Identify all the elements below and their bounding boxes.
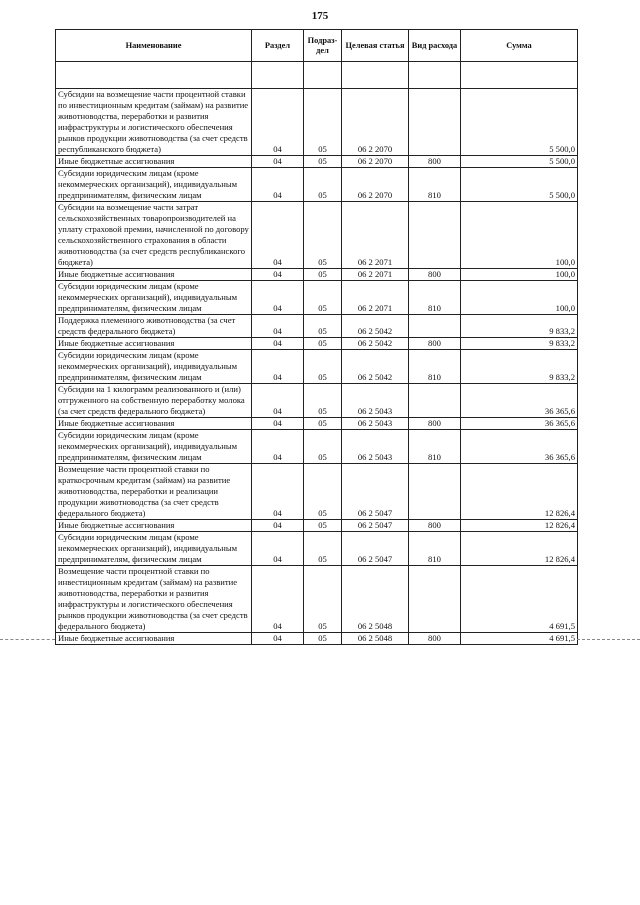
cell-statya: 06 2 5043 bbox=[342, 384, 409, 418]
cell-statya: 06 2 5043 bbox=[342, 430, 409, 464]
table-row bbox=[56, 418, 578, 430]
table-row bbox=[56, 338, 578, 350]
cell-razdel: 04 bbox=[252, 418, 304, 430]
cell-razdel: 04 bbox=[252, 202, 304, 269]
cell-summa: 100,0 bbox=[461, 269, 578, 281]
cell-name: Иные бюджетные ассигнования bbox=[56, 156, 252, 168]
cell-statya: 06 2 2071 bbox=[342, 269, 409, 281]
cell-statya: 06 2 5043 bbox=[342, 418, 409, 430]
cell-vid: 800 bbox=[409, 156, 461, 168]
cell-vid: 810 bbox=[409, 281, 461, 315]
cell-name: Иные бюджетные ассигнования bbox=[56, 418, 252, 430]
cell-summa: 9 833,2 bbox=[461, 338, 578, 350]
cell-vid bbox=[409, 315, 461, 338]
cell-summa: 36 365,6 bbox=[461, 430, 578, 464]
cell-podrazdel: 05 bbox=[304, 156, 342, 168]
cell-name: Субсидии юридическим лицам (кроме некоммерческих организаций), индивидуальным предпринимателям, физическим лицам bbox=[56, 350, 252, 384]
cell-podrazdel: 05 bbox=[304, 384, 342, 418]
cell-podrazdel: 05 bbox=[304, 338, 342, 350]
cell-podrazdel: 05 bbox=[304, 418, 342, 430]
table-row bbox=[56, 281, 578, 315]
cell-podrazdel: 05 bbox=[304, 315, 342, 338]
cell-statya: 06 2 5048 bbox=[342, 566, 409, 633]
cell-statya: 06 2 2071 bbox=[342, 202, 409, 269]
table-row bbox=[56, 430, 578, 464]
cell-podrazdel: 05 bbox=[304, 464, 342, 520]
cell-name: Субсидии юридическим лицам (кроме некоммерческих организаций), индивидуальным предпринимателям, физическим лицам bbox=[56, 532, 252, 566]
table-row bbox=[56, 532, 578, 566]
table-row bbox=[56, 269, 578, 281]
cell-podrazdel: 05 bbox=[304, 269, 342, 281]
table-row bbox=[56, 464, 578, 520]
table-row bbox=[56, 384, 578, 418]
cell-statya: 06 2 5047 bbox=[342, 520, 409, 532]
cell-razdel: 04 bbox=[252, 315, 304, 338]
cell-summa: 9 833,2 bbox=[461, 315, 578, 338]
cell-name: Иные бюджетные ассигнования bbox=[56, 520, 252, 532]
cell-razdel: 04 bbox=[252, 520, 304, 532]
cell-summa: 100,0 bbox=[461, 281, 578, 315]
table-row bbox=[56, 633, 578, 645]
cell-statya: 06 2 2070 bbox=[342, 156, 409, 168]
table-row bbox=[56, 156, 578, 168]
cell-statya: 06 2 2071 bbox=[342, 281, 409, 315]
page-number: 175 bbox=[311, 10, 329, 22]
cell-razdel: 04 bbox=[252, 281, 304, 315]
cell-razdel: 04 bbox=[252, 384, 304, 418]
cell-name: Иные бюджетные ассигнования bbox=[56, 269, 252, 281]
cell-vid: 810 bbox=[409, 532, 461, 566]
page-cut-line bbox=[0, 639, 55, 640]
page-cut-line bbox=[577, 639, 640, 640]
cell-summa: 4 691,5 bbox=[461, 633, 578, 645]
cell-name: Субсидии юридическим лицам (кроме некоммерческих организаций), индивидуальным предпринимателям, физическим лицам bbox=[56, 281, 252, 315]
cell-name: Субсидии на возмещение части процентной ставки по инвестиционным кредитам (займам) на развитие животноводства, переработки и развития инфраструктуры и логистического обеспечения рынков продукции животноводства (за счет средств республиканского бюджета) bbox=[56, 89, 252, 156]
cell-summa: 9 833,2 bbox=[461, 350, 578, 384]
cell-podrazdel: 05 bbox=[304, 202, 342, 269]
cell-vid bbox=[409, 384, 461, 418]
cell-vid bbox=[409, 464, 461, 520]
cell-summa: 12 826,4 bbox=[461, 532, 578, 566]
cell-name: Иные бюджетные ассигнования bbox=[56, 338, 252, 350]
table-row bbox=[56, 566, 578, 633]
cell-podrazdel: 05 bbox=[304, 281, 342, 315]
cell-vid: 800 bbox=[409, 338, 461, 350]
cell-name: Поддержка племенного животноводства (за счет средств федерального бюджета) bbox=[56, 315, 252, 338]
table-spacer-row bbox=[56, 62, 578, 89]
cell-summa: 4 691,5 bbox=[461, 566, 578, 633]
cell-vid: 800 bbox=[409, 418, 461, 430]
cell-podrazdel: 05 bbox=[304, 566, 342, 633]
cell-podrazdel: 05 bbox=[304, 633, 342, 645]
cell-name: Субсидии на возмещение части затрат сельскохозяйственных товаропроизводителей на уплату страховой премии, начисленной по договору сельскохозяйственного страхования в области животноводства (за счет средств республиканского бюджета) bbox=[56, 202, 252, 269]
cell-podrazdel: 05 bbox=[304, 89, 342, 156]
cell-summa: 5 500,0 bbox=[461, 168, 578, 202]
cell-summa: 36 365,6 bbox=[461, 418, 578, 430]
cell-razdel: 04 bbox=[252, 430, 304, 464]
table-row bbox=[56, 315, 578, 338]
cell-statya: 06 2 5042 bbox=[342, 338, 409, 350]
cell-razdel: 04 bbox=[252, 89, 304, 156]
cell-vid: 800 bbox=[409, 520, 461, 532]
cell-statya: 06 2 5048 bbox=[342, 633, 409, 645]
cell-name: Иные бюджетные ассигнования bbox=[56, 633, 252, 645]
cell-vid: 810 bbox=[409, 430, 461, 464]
cell-razdel: 04 bbox=[252, 269, 304, 281]
table-header-row bbox=[56, 30, 578, 62]
cell-razdel: 04 bbox=[252, 532, 304, 566]
header-name: Наименование bbox=[56, 30, 252, 62]
cell-statya: 06 2 5042 bbox=[342, 350, 409, 384]
cell-razdel: 04 bbox=[252, 633, 304, 645]
cell-name: Субсидии юридическим лицам (кроме некоммерческих организаций), индивидуальным предпринимателям, физическим лицам bbox=[56, 430, 252, 464]
cell-summa: 36 365,6 bbox=[461, 384, 578, 418]
cell-vid bbox=[409, 566, 461, 633]
cell-podrazdel: 05 bbox=[304, 532, 342, 566]
cell-summa: 100,0 bbox=[461, 202, 578, 269]
cell-vid bbox=[409, 89, 461, 156]
table-row bbox=[56, 350, 578, 384]
header-statya: Целевая статья bbox=[342, 30, 409, 62]
cell-razdel: 04 bbox=[252, 464, 304, 520]
cell-vid: 810 bbox=[409, 350, 461, 384]
cell-vid: 810 bbox=[409, 168, 461, 202]
cell-razdel: 04 bbox=[252, 168, 304, 202]
cell-podrazdel: 05 bbox=[304, 430, 342, 464]
cell-name: Возмещение части процентной ставки по инвестиционным кредитам (займам) на развитие животноводства, переработки и развития инфраструктуры и логистического обеспечения рынков продукции животноводства (за счет средств федерального бюджета) bbox=[56, 566, 252, 633]
cell-statya: 06 2 5042 bbox=[342, 315, 409, 338]
cell-name: Возмещение части процентной ставки по краткосрочным кредитам (займам) на развитие животноводства, переработки и реализации продукции животноводства (за счет средств федерального бюджета) bbox=[56, 464, 252, 520]
table-row bbox=[56, 89, 578, 156]
cell-podrazdel: 05 bbox=[304, 350, 342, 384]
header-vid: Вид расхода bbox=[409, 30, 461, 62]
cell-summa: 5 500,0 bbox=[461, 156, 578, 168]
cell-vid: 800 bbox=[409, 633, 461, 645]
cell-razdel: 04 bbox=[252, 566, 304, 633]
cell-statya: 06 2 5047 bbox=[342, 532, 409, 566]
cell-summa: 12 826,4 bbox=[461, 464, 578, 520]
cell-razdel: 04 bbox=[252, 338, 304, 350]
table-row bbox=[56, 168, 578, 202]
budget-table bbox=[55, 29, 578, 645]
cell-name: Субсидии на 1 килограмм реализованного и (или) отгруженного на собственную переработку молока (за счет средств федерального бюджета) bbox=[56, 384, 252, 418]
cell-podrazdel: 05 bbox=[304, 168, 342, 202]
cell-summa: 12 826,4 bbox=[461, 520, 578, 532]
table-body bbox=[56, 62, 578, 645]
cell-podrazdel: 05 bbox=[304, 520, 342, 532]
cell-summa: 5 500,0 bbox=[461, 89, 578, 156]
header-podrazdel: Подраз-дел bbox=[304, 30, 342, 62]
header-razdel: Раздел bbox=[252, 30, 304, 62]
cell-statya: 06 2 2070 bbox=[342, 89, 409, 156]
cell-name: Субсидии юридическим лицам (кроме некоммерческих организаций), индивидуальным предпринимателям, физическим лицам bbox=[56, 168, 252, 202]
cell-vid bbox=[409, 202, 461, 269]
table-row bbox=[56, 520, 578, 532]
cell-statya: 06 2 5047 bbox=[342, 464, 409, 520]
table-row bbox=[56, 202, 578, 269]
cell-razdel: 04 bbox=[252, 156, 304, 168]
cell-razdel: 04 bbox=[252, 350, 304, 384]
header-summa: Сумма bbox=[461, 30, 578, 62]
cell-statya: 06 2 2070 bbox=[342, 168, 409, 202]
cell-vid: 800 bbox=[409, 269, 461, 281]
